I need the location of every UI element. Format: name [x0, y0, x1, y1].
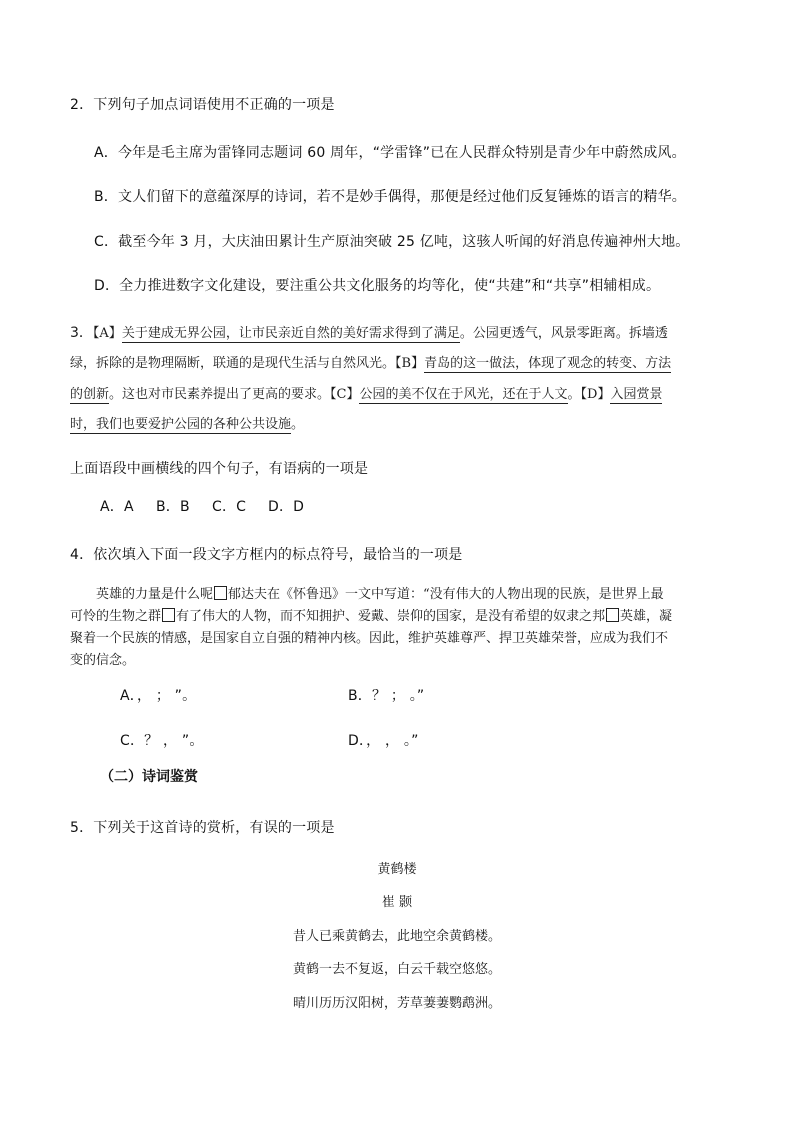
q3-option-c: C．C: [212, 499, 247, 515]
q4-text-1a: 英雄的力量是什么呢: [96, 587, 214, 602]
q3-text-4: 。: [567, 387, 581, 402]
poem-author: 崔 颢: [381, 895, 413, 910]
q3-tag-b: 【B】: [395, 356, 425, 371]
blank-box-1: [214, 586, 227, 600]
q2-option-c: C．截至今年 3 月，大庆油田累计生产原油突破 25 亿吨，这骇人听闻的好消息传遍神州大地。: [94, 234, 690, 250]
q4-option-b: B．？ ； 。”: [348, 688, 425, 704]
q4-stem: 4．依次填入下面一段文字方框内的标点符号，最恰当的一项是: [70, 547, 463, 563]
q3-number: 3．: [70, 325, 93, 341]
q3-passage-line-3: [70, 383, 662, 402]
q3-text-3: 。这也对市民素养提出了更高的要求。: [109, 387, 331, 402]
q2-option-a: A．今年是毛主席为雷锋同志题词 60 周年，“学雷锋”已在人民群众特别是青少年中蔚然成风。: [94, 145, 686, 161]
q4-text-2a: 可怜的生物之群: [70, 609, 162, 624]
q3-passage-line-1: [70, 322, 668, 342]
q4-text-2b: 有了伟大的人物，而不知拥护、爱戴、崇仰的国家，是没有希望的奴隶之邦: [176, 609, 606, 624]
q3-text-5: 。: [291, 417, 305, 432]
q5-stem: 5．下列关于这首诗的赏析，有误的一项是: [70, 820, 335, 836]
blank-box-2: [162, 608, 175, 622]
q4-option-a: A．， ； ”。: [120, 688, 197, 704]
q3-stem: 上面语段中画横线的四个句子，有语病的一项是: [70, 461, 369, 477]
poem-line-2: 黄鹤一去不复返，白云千载空悠悠。: [292, 962, 501, 977]
q3-sentence-b: 青岛的这一做法，体现了观念的转变、方法: [424, 356, 672, 371]
q3-passage-line-4: [70, 413, 304, 432]
poem-line-3: 晴川历历汉阳树，芳草萋萋鹦鹉洲。: [292, 996, 501, 1011]
q2-stem: 2．下列句子加点词语使用不正确的一项是: [70, 97, 335, 113]
q4-passage-line-1: [96, 583, 664, 602]
poem-line-1: 昔人已乘黄鹤去，此地空余黄鹤楼。: [292, 929, 501, 944]
q2-option-b: B．文人们留下的意蕴深厚的诗词，若不是妙手偶得，那便是经过他们反复锤炼的语言的精华。: [94, 189, 687, 205]
q4-text-2c: 英雄，凝: [620, 609, 673, 624]
q3-option-b: B．B: [156, 499, 190, 515]
q4-passage-line-2: [70, 605, 672, 624]
section-heading: （二）诗词鉴赏: [100, 769, 198, 785]
q4-passage-line-3: 聚着一个民族的情感，是国家自立自强的精神内核。因此，维护英雄尊严、捍卫英雄荣誉，应成为我们不: [70, 631, 669, 646]
q4-option-d: D．， ， 。”: [348, 733, 419, 749]
q3-text-1: 。公园更透气，风景零距离。拆墙透: [459, 326, 668, 341]
q4-text-1b: 郁达夫在《怀鲁迅》一文中写道：“没有伟大的人物出现的民族，是世界上最: [228, 587, 664, 602]
q3-text-2: 绿，拆除的是物理隔断，联通的是现代生活与自然风光。: [70, 356, 396, 371]
q2-option-d: D．全力推进数字文化建设，要注重公共文化服务的均等化，使“共建”和“共享”相辅相成。: [94, 278, 661, 294]
q3-option-d: D．D: [268, 499, 305, 515]
q3-sentence-c: 公园的美不仅在于风光，还在于人文: [359, 387, 568, 402]
q3-option-a: A．A: [100, 499, 134, 515]
blank-box-3: [606, 608, 619, 622]
q3-sentence-b-cont: 的创新: [70, 387, 110, 402]
q3-tag-d: 【D】: [580, 387, 611, 402]
q3-tag-a: 【A】: [92, 326, 122, 341]
q3-sentence-a: 关于建成无界公园，让市民亲近自然的美好需求得到了满足: [121, 326, 460, 341]
q4-option-c: C．？ ， ”。: [120, 733, 204, 749]
q3-sentence-d: 入园赏景: [610, 387, 663, 402]
q3-tag-c: 【C】: [330, 387, 360, 402]
q4-passage-line-4: 变的信念。: [70, 653, 136, 668]
poem-title: 黄鹤楼: [377, 862, 417, 877]
q3-sentence-d-cont: 时，我们也要爱护公园的各种公共设施: [70, 417, 292, 432]
q3-passage-line-2: [70, 352, 671, 371]
